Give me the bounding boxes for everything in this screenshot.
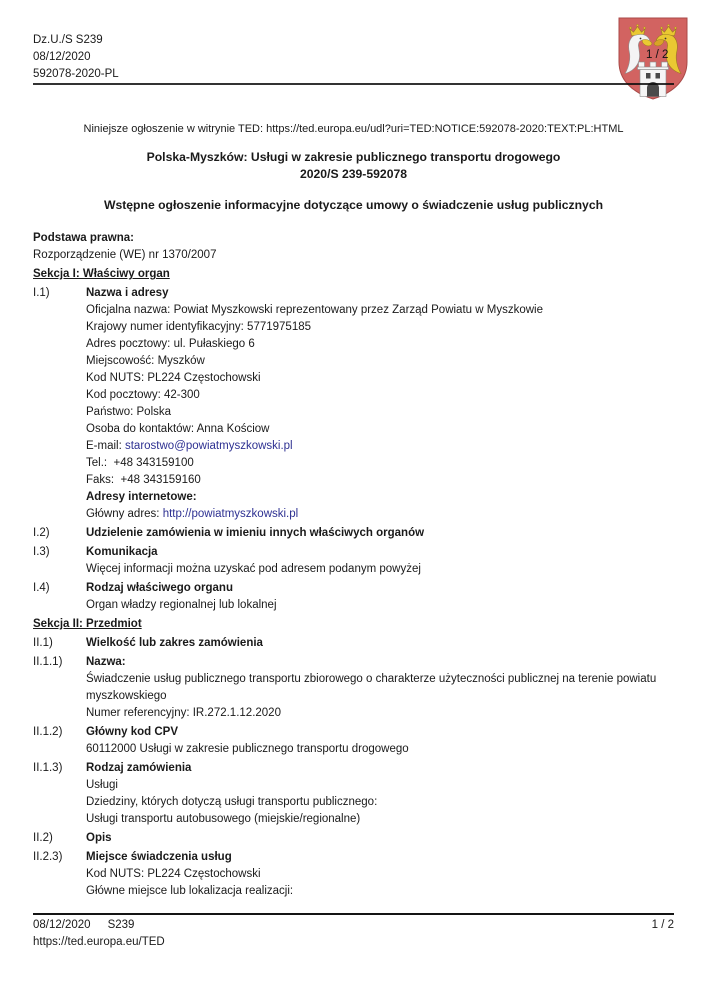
- footer-url: https://ted.europa.eu/TED: [33, 936, 165, 948]
- reference-number-line: Numer referencyjny: IR.272.1.12.2020: [86, 707, 281, 719]
- header-date-line: 08/12/2020: [33, 51, 91, 63]
- item-title: Rodzaj właściwego organu: [86, 582, 233, 594]
- item-title: Główny kod CPV: [86, 726, 179, 738]
- ted-notice-link-line: Niniejsze ogłoszenie w witrynie TED: https://ted.europa.eu/udl?uri=TED:NOTICE:592078-2020:TEXT:PL:HTML: [83, 123, 624, 135]
- document-subtitle: Wstępne ogłoszenie informacyjne dotyczące umowy o świadczenie usług publicznych: [103, 198, 604, 212]
- authority-type-line: Organ władzy regionalnej lub lokalnej: [86, 599, 277, 611]
- nuts-code-line: Kod NUTS: PL224 Częstochowski: [86, 372, 261, 384]
- item-number: II.1.3): [33, 762, 63, 774]
- email-line: [86, 438, 674, 455]
- gold-eagle-eye: [665, 38, 667, 40]
- item-title: Wielkość lub zakres zamówienia: [86, 637, 263, 649]
- legal-basis-block: [33, 230, 674, 264]
- place-nuts-line: Kod NUTS: PL224 Częstochowski: [86, 868, 261, 880]
- item-number: I.3): [33, 546, 50, 558]
- item-title: Udzielenie zamówienia w imieniu innych właściwych organów: [86, 527, 425, 539]
- tower-icon: [638, 62, 669, 97]
- item-number: II.1): [33, 637, 53, 649]
- internet-addresses-label: Adresy internetowe:: [86, 491, 197, 503]
- country-line: Państwo: Polska: [86, 406, 172, 418]
- section-2-heading: Sekcja II: Przedmiot: [33, 618, 142, 630]
- item-title: Rodzaj zamówienia: [86, 762, 192, 774]
- item-ii23: [33, 849, 674, 900]
- fax-line: Faks: +48 343159160: [86, 474, 201, 486]
- item-ii13: [33, 760, 674, 828]
- item-ii11: [33, 654, 674, 722]
- footer-page-number: 1 / 2: [651, 919, 674, 931]
- official-name-line: Oficjalna nazwa: Powiat Myszkowski reprezentowany przez Zarząd Powiatu w Myszkowie: [86, 304, 543, 316]
- white-eagle-eye: [640, 38, 642, 40]
- item-title: Miejsce świadczenia usług: [86, 851, 232, 863]
- legal-basis-value: Rozporządzenie (WE) nr 1370/2007: [33, 249, 217, 261]
- main-address-label: Główny adres:: [86, 508, 163, 520]
- contact-person-line: Osoba do kontaktów: Anna Kościow: [86, 423, 270, 435]
- main-site-line: Główne miejsce lub lokalizacja realizacji:: [86, 885, 294, 897]
- item-number: II.1.2): [33, 726, 63, 738]
- item-number: II.1.1): [33, 656, 63, 668]
- document-content: [33, 121, 674, 900]
- email-label: E-mail:: [86, 440, 125, 452]
- item-i2: [33, 525, 674, 542]
- header-notice-id-line: 592078-2020-PL: [33, 68, 119, 80]
- header-page-number: 1 / 2: [646, 49, 669, 61]
- item-i4: [33, 580, 674, 614]
- footer-date: 08/12/2020: [33, 919, 91, 931]
- main-address-line: [86, 506, 674, 523]
- cpv-code-line: 60112000 Usługi w zakresie publicznego transportu drogowego: [86, 743, 409, 755]
- item-number: I.1): [33, 287, 50, 299]
- item-title: Komunikacja: [86, 546, 158, 558]
- item-number: I.4): [33, 582, 50, 594]
- header-divider: [33, 83, 674, 85]
- section-1-heading: Sekcja I: Właściwy organ: [33, 268, 170, 280]
- town-line: Miejscowość: Myszków: [86, 355, 205, 367]
- item-title: Nazwa:: [86, 656, 126, 668]
- item-ii12: [33, 724, 674, 758]
- notice-number: 2020/S 239-592078: [299, 167, 408, 181]
- footer-series: S239: [107, 919, 135, 931]
- telephone-line: Tel.: +48 343159100: [86, 457, 194, 469]
- item-i1: [33, 285, 674, 523]
- postal-code-line: Kod pocztowy: 42-300: [86, 389, 200, 401]
- contract-name-line: Świadczenie usług publicznego transportu zbiorowego o charakterze użyteczności publicznej na terenie powiatu myszkowskiego: [86, 673, 657, 702]
- communication-line: Więcej informacji można uzyskać pod adresem podanym powyżej: [86, 563, 421, 575]
- header-block: [33, 32, 119, 83]
- footer-spacer: [134, 917, 651, 934]
- item-number: II.2): [33, 832, 53, 844]
- item-ii2: [33, 830, 674, 847]
- transport-fields-line: Dziedziny, których dotyczą usługi transportu publicznego:: [86, 796, 378, 808]
- legal-basis-label: Podstawa prawna:: [33, 232, 134, 244]
- header-journal-line: Dz.U./S S239: [33, 34, 103, 46]
- bus-services-line: Usługi transportu autobusowego (miejskie/regionalne): [86, 813, 361, 825]
- item-title: Opis: [86, 832, 112, 844]
- contract-type-line: Usługi: [86, 779, 118, 791]
- item-number: II.2.3): [33, 851, 63, 863]
- postal-address-line: Adres pocztowy: ul. Pułaskiego 6: [86, 338, 255, 350]
- item-ii1: [33, 635, 674, 652]
- item-number: I.2): [33, 527, 50, 539]
- footer-block: [33, 917, 674, 951]
- document-title: Polska-Myszków: Usługi w zakresie publicznego transportu drogowego: [146, 150, 561, 164]
- item-i3: [33, 544, 674, 578]
- footer-divider: [33, 913, 674, 915]
- email-link[interactable]: starostwo@powiatmyszkowski.pl: [124, 440, 293, 452]
- item-title: Nazwa i adresy: [86, 287, 169, 299]
- main-address-link[interactable]: http://powiatmyszkowski.pl: [162, 508, 299, 520]
- national-id-line: Krajowy numer identyfikacyjny: 5771975185: [86, 321, 312, 333]
